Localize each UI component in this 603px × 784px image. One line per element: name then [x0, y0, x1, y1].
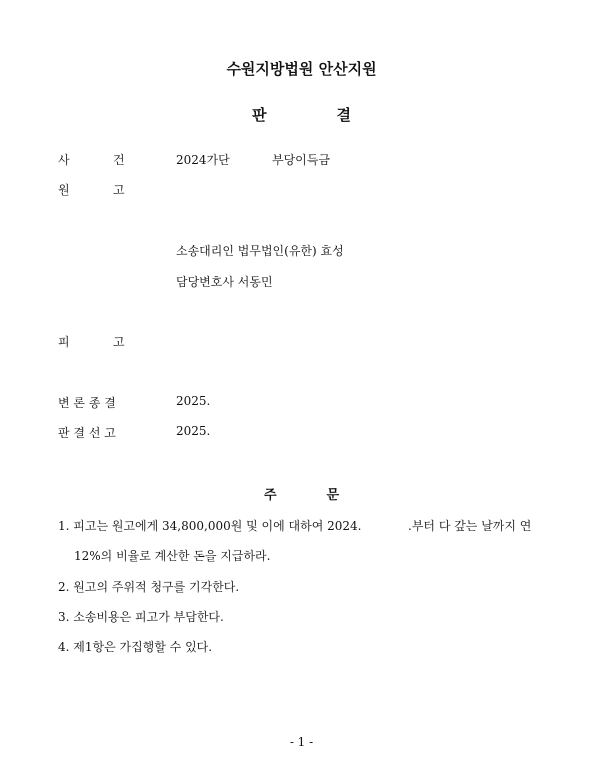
hearing-end-date: 2025.	[176, 394, 211, 408]
order-item-1-text-b: .부터 다 갚는 날까지 연	[408, 519, 532, 533]
order-item-1-line-2: 12%의 비율로 계산한 돈을 지급하라.	[74, 549, 271, 563]
case-label-char-2: 건	[113, 153, 125, 167]
case-number: 2024가단	[176, 153, 230, 167]
defendant-label-char-1: 피	[58, 335, 70, 349]
court-name: 수원지방법원 안산지원	[226, 60, 377, 78]
order-item-2: 2. 원고의 주위적 청구를 기각한다.	[58, 580, 240, 594]
plaintiff-label	[58, 181, 128, 198]
plaintiff-attorney: 담당변호사 서동민	[176, 275, 273, 289]
case-label	[58, 151, 128, 168]
order-item-4: 4. 제1항은 가집행할 수 있다.	[58, 640, 213, 654]
document-title: 판결	[252, 106, 421, 124]
plaintiff-label-char-1: 원	[58, 183, 70, 197]
order-item-1-text-a: 1. 피고는 원고에게 34,800,000원 및 이에 대하여 2024.	[58, 519, 362, 533]
plaintiff-label-char-2: 고	[113, 183, 125, 197]
judgment-date-value: 2025.	[176, 424, 211, 438]
judgment-date-label: 판 결 선 고	[58, 426, 116, 440]
order-item-3: 3. 소송비용은 피고가 부담한다.	[58, 610, 224, 624]
order-item-1-line-1	[58, 517, 532, 534]
defendant-label	[58, 333, 128, 350]
page-number: - 1 -	[289, 735, 314, 749]
order-title: 주문	[263, 488, 390, 503]
hearing-end-label: 변 론 종 결	[58, 396, 116, 410]
case-label-char-1: 사	[58, 153, 70, 167]
defendant-label-char-2: 고	[113, 335, 125, 349]
case-name: 부당이득금	[272, 153, 330, 167]
plaintiff-counsel: 소송대리인 법무법인(유한) 효성	[176, 244, 344, 258]
